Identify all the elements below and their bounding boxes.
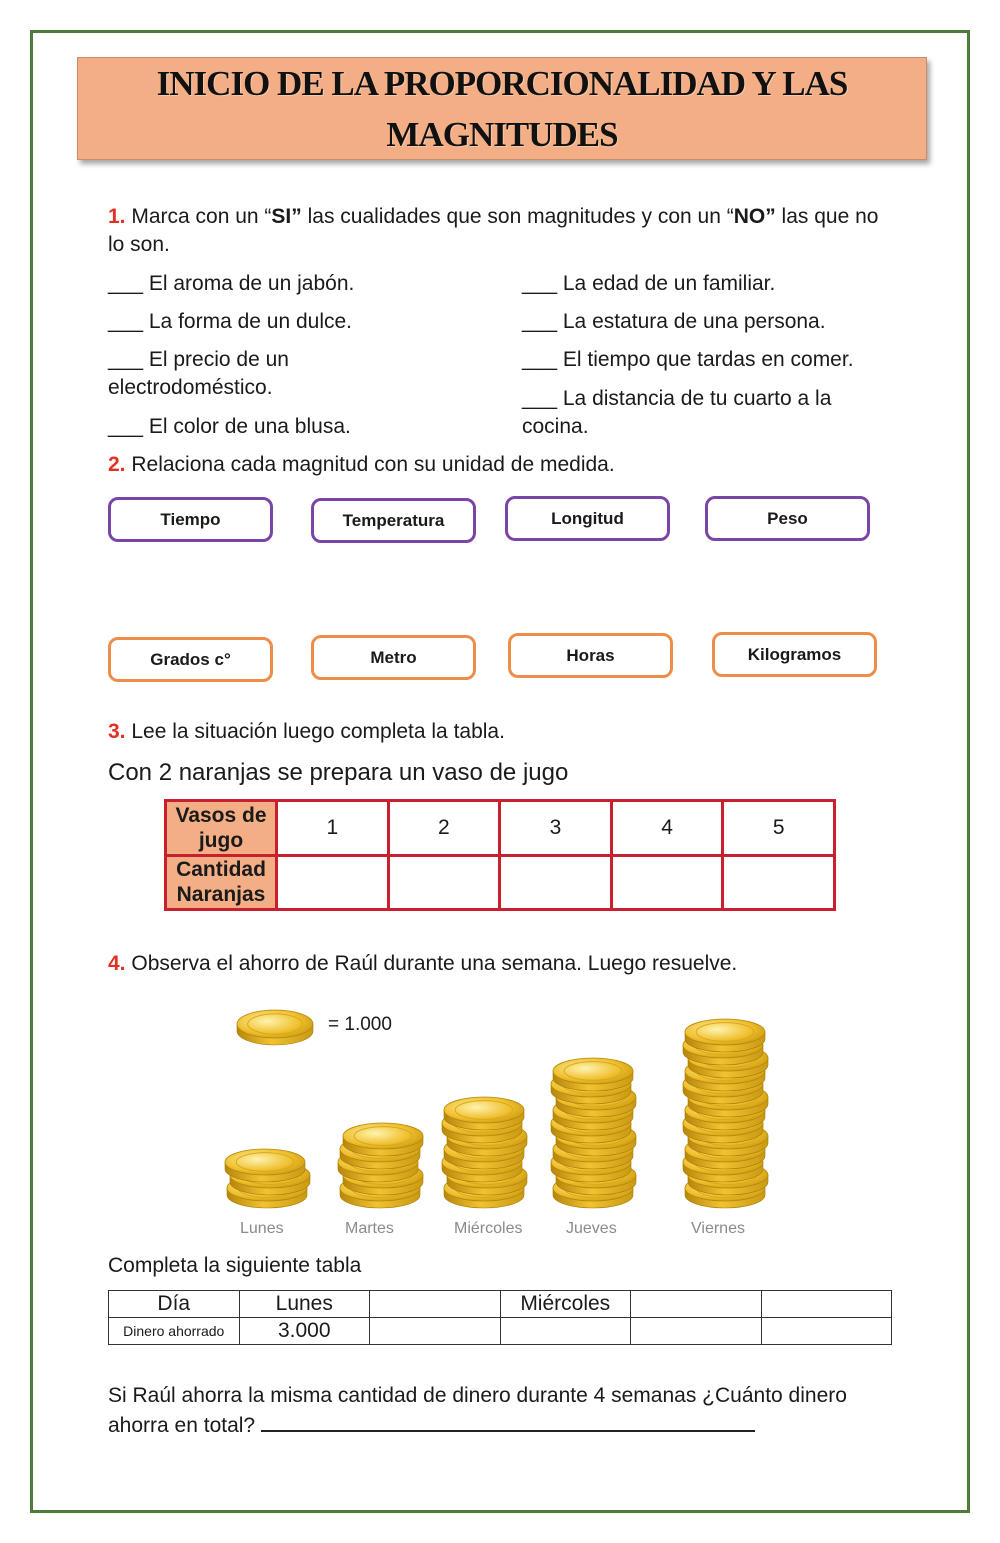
day-label-jueves: Jueves [566,1220,617,1237]
answer-cell[interactable] [631,1318,762,1345]
table-cell: 4 [611,801,723,856]
magnitude-peso[interactable]: Peso [705,496,870,541]
coin-stack-4 [551,1058,636,1208]
coins-svg [220,990,790,1240]
answer-cell[interactable] [500,855,612,910]
coin-stacks [225,1019,768,1208]
answer-cell[interactable] [631,1291,762,1318]
table-cell: 5 [723,801,835,856]
q1-right-item[interactable]: ___ La distancia de tu cuarto a la cocina. [522,387,832,438]
q2-instruction: 2. Relaciona cada magnitud con su unidad de medida. [108,453,615,476]
table-row [166,855,835,910]
coin [685,1019,765,1052]
row-header-naranjas: Cantidad Naranjas [166,855,277,910]
coin-stacks-illustration [220,990,790,1240]
final-question: Si Raúl ahorra la misma cantidad de dinero durante 4 semanas ¿Cuánto dinero ahorra en total? [108,1384,847,1437]
q1-right-item[interactable]: ___ La edad de un familiar. [522,272,776,295]
legend-coin-icon [237,1010,313,1045]
table-row [109,1291,892,1318]
title-banner [77,57,927,160]
unit-horas[interactable]: Horas [508,633,673,678]
day-label-lunes: Lunes [240,1220,284,1237]
table-cell: Día [109,1291,240,1318]
answer-cell[interactable] [370,1318,501,1345]
table-cell: 2 [388,801,500,856]
answer-cell[interactable] [761,1291,892,1318]
magnitude-longitud[interactable]: Longitud [505,496,670,541]
answer-cell[interactable] [500,1318,631,1345]
coin [553,1058,633,1091]
unit-metro[interactable]: Metro [311,635,476,680]
page-title: INICIO DE LA PROPORCIONALIDAD Y LAS MAGNITUDES [156,63,848,154]
table-row [109,1318,892,1345]
q3-situation: Con 2 naranjas se prepara un vaso de jugo [108,759,569,786]
answer-line[interactable] [261,1410,755,1432]
table-row [166,801,835,856]
table-cell: Miércoles [500,1291,631,1318]
table-cell: 3.000 [239,1318,370,1345]
coin-stack-2 [338,1123,423,1208]
coin-stack-3 [442,1097,527,1208]
complete-table-text: Completa la siguiente tabla [108,1254,362,1277]
answer-cell[interactable] [388,855,500,910]
answer-cell[interactable] [761,1318,892,1345]
unit-grados[interactable]: Grados c° [108,637,273,682]
coin-stack-5 [683,1019,768,1208]
answer-cell[interactable] [277,855,389,910]
unit-kilogramos[interactable]: Kilogramos [712,632,877,677]
coin [343,1123,423,1156]
row-header-vasos: Vasos de jugo [166,801,277,856]
table-cell: Dinero ahorrado [109,1318,240,1345]
answer-cell[interactable] [723,855,835,910]
coin-value-legend: = 1.000 [328,1014,392,1035]
magnitude-temperatura[interactable]: Temperatura [311,498,476,543]
day-label-miercoles: Miércoles [454,1220,523,1237]
q4-instruction: 4. Observa el ahorro de Raúl durante una semana. Luego resuelve. [108,952,738,975]
q1-right-item[interactable]: ___ El tiempo que tardas en comer. [522,348,854,371]
table-cell: 3 [500,801,612,856]
table-cell: Lunes [239,1291,370,1318]
savings-table [108,1290,892,1345]
coin [225,1149,305,1182]
q1-left-item[interactable]: ___ El aroma de un jabón. [108,272,355,295]
answer-cell[interactable] [370,1291,501,1318]
day-label-martes: Martes [345,1220,394,1237]
answer-cell[interactable] [611,855,723,910]
q1-left-item[interactable]: ___ El precio de un electrodoméstico. [108,348,289,399]
coin [444,1097,524,1130]
q3-instruction: 3. Lee la situación luego completa la tabla. [108,720,505,743]
day-label-viernes: Viernes [691,1220,745,1237]
q1-instruction: 1. Marca con un “SI” las cualidades que son magnitudes y con un “NO” las que no lo son. [108,205,879,256]
magnitude-tiempo[interactable]: Tiempo [108,497,273,542]
q1-left-item[interactable]: ___ La forma de un dulce. [108,310,353,333]
coin-icon [237,1010,313,1045]
oranges-table [164,799,836,911]
q1-right-item[interactable]: ___ La estatura de una persona. [522,310,826,333]
coin-stack-1 [225,1149,310,1208]
table-cell: 1 [277,801,389,856]
q1-left-item[interactable]: ___ El color de una blusa. [108,415,351,438]
